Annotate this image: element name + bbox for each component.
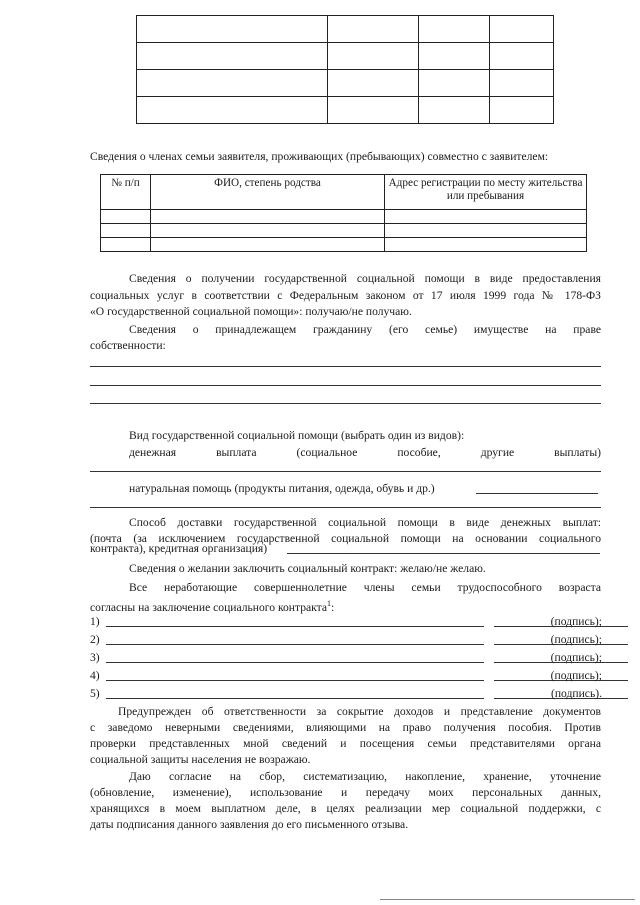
signature-name-line[interactable] (106, 698, 484, 699)
table-row (137, 97, 554, 124)
table-cell[interactable] (419, 97, 490, 124)
footnote-mark: 1 (327, 599, 331, 608)
table-row (101, 224, 587, 238)
table-row (101, 210, 587, 224)
signature-number: 2) (90, 633, 100, 646)
income-table-continuation (136, 15, 554, 124)
signature-number: 3) (90, 651, 100, 664)
family-section-title: Сведения о членах семьи заявителя, проживающих (пребывающих) совместно с заявителем: (90, 150, 549, 163)
consent-members-line1: Все неработающие совершеннолетние члены семьи трудоспособного возраста (129, 581, 601, 594)
cash-payment-blank-line[interactable] (90, 471, 601, 472)
assistance-received-line1: Сведения о получении государственной социальной помощи в виде предоставления (129, 272, 601, 285)
consent-members-colon: : (331, 600, 335, 614)
table-cell[interactable] (328, 70, 419, 97)
table-cell[interactable] (151, 224, 385, 238)
contract-wish[interactable]: Сведения о желании заключить социальный контракт: желаю/не желаю. (129, 562, 486, 575)
table-cell[interactable] (151, 238, 385, 252)
table-cell[interactable] (137, 97, 328, 124)
delivery-line1: Способ доставки государственной социальной помощи в виде денежных выплат: (129, 516, 601, 529)
table-cell[interactable] (101, 238, 151, 252)
family-members-table (100, 174, 587, 252)
signature-name-line[interactable] (106, 662, 484, 663)
table-cell[interactable] (385, 224, 587, 238)
table-cell[interactable] (385, 238, 587, 252)
header-address: Адрес регистрации по месту жительства или пребывания (385, 175, 587, 210)
table-cell[interactable] (328, 43, 419, 70)
table-row (101, 238, 587, 252)
cash-word: другие (480, 446, 515, 459)
table-cell[interactable] (385, 210, 587, 224)
delivery-line2: (почта (за исключением государственной социальной помощи на основании социального (90, 532, 601, 545)
warning-line4: социальной защиты населения не возражаю. (90, 753, 311, 766)
table-cell[interactable] (137, 43, 328, 70)
table-cell[interactable] (419, 70, 490, 97)
table-cell[interactable] (490, 43, 554, 70)
table-cell[interactable] (490, 16, 554, 43)
table-cell[interactable] (137, 70, 328, 97)
data-consent-line4: даты подписания данного заявления до его письменного отзыва. (90, 818, 409, 831)
data-consent-line1: Даю согласие на сбор, систематизацию, накопление, хранение, уточнение (129, 770, 601, 783)
data-consent-line3: хранящихся в моем выплатном деле, в целях реализации мер социальной поддержки, с (90, 802, 601, 815)
assistance-received-line3: «О государственной социальной помощи»: получаю/не получаю. (90, 305, 412, 318)
property-line1: Сведения о принадлежащем гражданину (его семье) имуществе на праве (129, 323, 601, 336)
table-cell[interactable] (328, 97, 419, 124)
table-cell[interactable] (419, 43, 490, 70)
signature-row (90, 668, 602, 684)
signature-label: (подпись). (550, 687, 602, 700)
in-kind-option[interactable] (129, 481, 435, 497)
cash-word: выплата (216, 446, 257, 459)
property-blank-line[interactable] (90, 366, 601, 367)
cash-word: выплаты) (554, 446, 601, 459)
signature-number: 1) (90, 615, 100, 628)
cash-word: пособие, (397, 446, 441, 459)
signature-name-line[interactable] (106, 644, 484, 645)
data-consent-line2: (обновление, изменение), использование и передачу моих персональных данных, (90, 786, 601, 799)
signature-number: 5) (90, 687, 100, 700)
cash-word: денежная (129, 446, 177, 459)
table-cell[interactable] (101, 210, 151, 224)
consent-members-line2 (90, 596, 334, 616)
table-cell[interactable] (151, 210, 385, 224)
signature-label: (подпись); (550, 615, 602, 628)
signature-label: (подпись); (550, 651, 602, 664)
table-cell[interactable] (490, 97, 554, 124)
assistance-type-title: Вид государственной социальной помощи (выбрать один из видов): (129, 429, 465, 442)
header-name: ФИО, степень родства (151, 175, 385, 210)
signature-name-line[interactable] (106, 680, 484, 681)
page-edge-divider (380, 899, 635, 900)
table-row (137, 43, 554, 70)
in-kind-label: натуральная помощь (продукты питания, одежда, обувь и др.) (129, 482, 435, 495)
property-blank-line[interactable] (90, 385, 601, 386)
in-kind-blank-line-2[interactable] (90, 507, 601, 508)
table-cell[interactable] (101, 224, 151, 238)
delivery-line3: контракта), кредитная организация) (90, 542, 268, 555)
delivery-blank-line[interactable] (287, 553, 600, 554)
signature-row (90, 632, 602, 648)
table-cell[interactable] (328, 16, 419, 43)
signature-name-line[interactable] (106, 626, 484, 627)
property-blank-line[interactable] (90, 403, 601, 404)
consent-members-text: согласны на заключение социального контракта (90, 600, 327, 614)
cash-word: (социальное (296, 446, 358, 459)
table-row (137, 16, 554, 43)
property-line2: собственности: (90, 339, 166, 352)
header-number: № п/п (101, 175, 151, 210)
signature-row (90, 650, 602, 666)
warning-line2: с заведомо неверными сведениями, влияющими на право получения пособия. Против (90, 721, 601, 734)
in-kind-blank-line[interactable] (476, 493, 598, 494)
table-cell[interactable] (137, 16, 328, 43)
table-row (137, 70, 554, 97)
table-cell[interactable] (490, 70, 554, 97)
signature-label: (подпись); (550, 669, 602, 682)
warning-line3: проверки представленных мной сведений и посещения семьи представителями органа (90, 737, 601, 750)
signature-number: 4) (90, 669, 100, 682)
signature-label: (подпись); (550, 633, 602, 646)
signature-row (90, 686, 602, 702)
signature-row (90, 614, 602, 630)
assistance-received-line2: социальных услуг в соответствии с Федеральным законом от 17 июля 1999 года № 178-ФЗ (90, 289, 601, 302)
cash-payment-option[interactable] (129, 445, 601, 461)
table-header-row (101, 175, 587, 210)
warning-line1: Предупрежден об ответственности за сокрытие доходов и представление документов (118, 705, 601, 718)
table-cell[interactable] (419, 16, 490, 43)
